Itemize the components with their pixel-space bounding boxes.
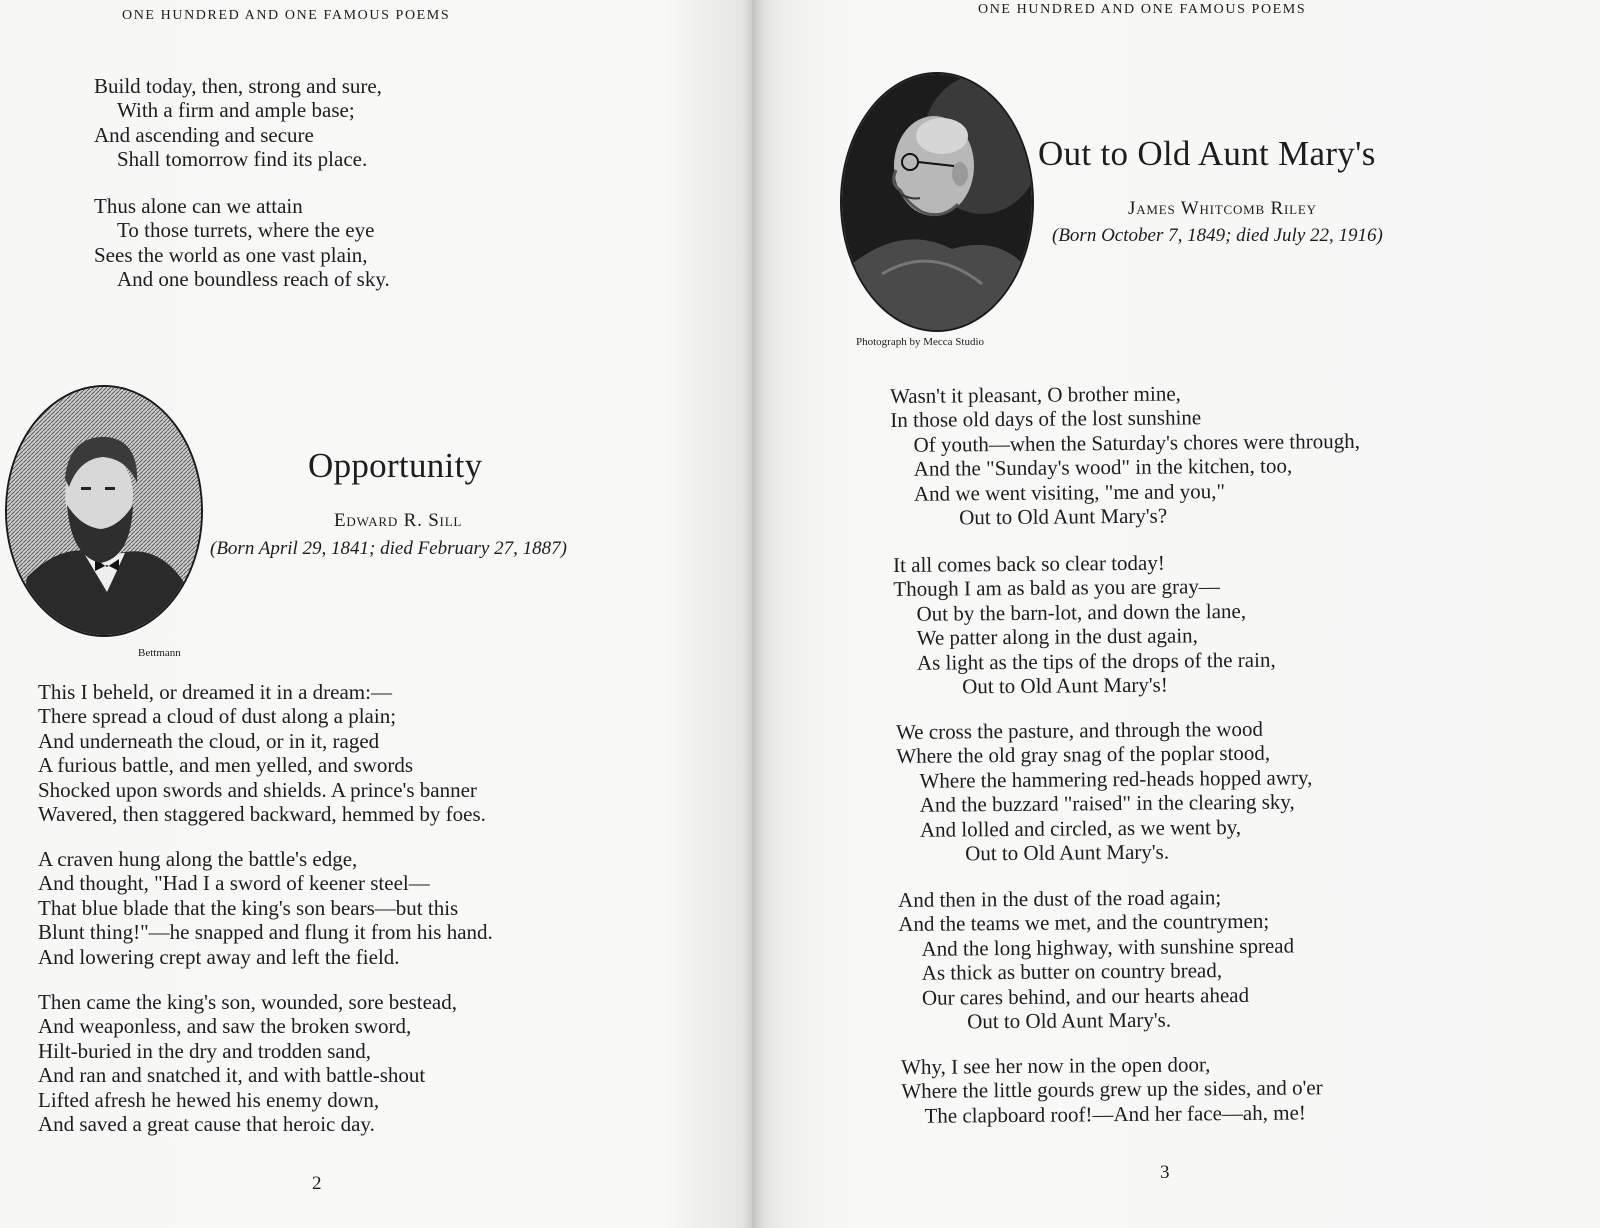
- poem-dates: (Born April 29, 1841; died February 27, 1887): [210, 538, 567, 559]
- poem-line: It all comes back so clear today!: [893, 550, 1165, 577]
- poem-line: Of youth—when the Saturday's chores were through,: [913, 428, 1361, 457]
- poem-line: And ran and snatched it, and with battle-shout: [38, 1063, 426, 1088]
- sill-portrait-icon: [5, 385, 203, 637]
- poem-line: And underneath the cloud, or in it, raged: [38, 728, 380, 753]
- poem-title: Out to Old Aunt Mary's: [1038, 134, 1376, 173]
- poem-line: To those turrets, where the eye: [117, 218, 375, 243]
- poem-line: And then in the dust of the road again;: [898, 885, 1222, 912]
- poem-line: Hilt-buried in the dry and trodden sand,: [38, 1038, 372, 1063]
- poem-line: As light as the tips of the drops of the rain,: [916, 647, 1276, 675]
- poem-line: Build today, then, strong and sure,: [94, 74, 382, 98]
- page-number-right: 3: [1160, 1162, 1170, 1183]
- poem-line: Shocked upon swords and shields. A prince's banner: [38, 777, 477, 802]
- poem-line: And the teams we met, and the countrymen;: [898, 909, 1270, 937]
- poem-stanza-4: [898, 885, 1295, 1035]
- previous-poem-stanza-2: [94, 194, 390, 292]
- poem-stanza-5: [901, 1051, 1323, 1128]
- previous-poem-stanza-1: [94, 74, 382, 172]
- poem-stanza-3: [896, 716, 1313, 866]
- poem-line: Wasn't it pleasant, O brother mine,: [890, 381, 1181, 408]
- poem-title: Opportunity: [308, 446, 483, 485]
- photo-credit: Bettmann: [138, 647, 181, 659]
- poem-author: Edward R. Sill: [334, 510, 463, 531]
- poem-line: And thought, "Had I a sword of keener steel—: [38, 871, 430, 896]
- poem-line: Then came the king's son, wounded, sore bestead,: [38, 990, 458, 1014]
- poem-line: And weaponless, and saw the broken sword,: [38, 1014, 412, 1039]
- poem-line: And lolled and circled, as we went by,: [919, 814, 1242, 842]
- poem-line: That blue blade that the king's son bears—but this: [38, 895, 459, 920]
- poem-line: Out to Old Aunt Mary's?: [959, 503, 1168, 530]
- poem-line: Sees the world as one vast plain,: [94, 242, 368, 267]
- poem-line: Where the little gourds grew up the sides, and o'er: [901, 1075, 1323, 1104]
- poem-stanza-3: [38, 990, 457, 1136]
- poem-stanza-2: [38, 847, 493, 969]
- poem-line: And one boundless reach of sky.: [117, 267, 390, 292]
- poem-line: In those old days of the lost sunshine: [890, 405, 1202, 433]
- photo-credit: Photograph by Mecca Studio: [856, 336, 985, 348]
- left-page: [0, 0, 752, 1228]
- poem-line: And the long highway, with sunshine spread: [921, 933, 1295, 961]
- poem-line: And lowering crept away and left the field.: [38, 944, 400, 969]
- poem-dates: (Born October 7, 1849; died July 22, 1916): [1052, 225, 1383, 246]
- poem-line: As thick as butter on country bread,: [921, 958, 1223, 986]
- poem-line: Wavered, then staggered backward, hemmed by foes.: [38, 802, 486, 827]
- running-head-left: ONE HUNDRED AND ONE FAMOUS POEMS: [122, 8, 451, 23]
- page-number-left: 2: [312, 1173, 322, 1194]
- poem-stanza-1: [890, 380, 1361, 531]
- poem-stanza-1: [38, 680, 486, 826]
- poem-line: And ascending and secure: [94, 122, 314, 147]
- poem-line: A furious battle, and men yelled, and swords: [38, 753, 414, 778]
- poem-line: Though I am as bald as you are gray—: [893, 574, 1220, 602]
- poem-line: And saved a great cause that heroic day.: [38, 1112, 375, 1137]
- poem-line: Blunt thing!"—he snapped and flung it from his hand.: [38, 920, 493, 945]
- right-page: [752, 0, 1600, 1228]
- poem-line: Why, I see her now in the open door,: [901, 1052, 1211, 1079]
- poem-line: Where the old gray snag of the poplar stood,: [896, 741, 1271, 769]
- poem-line: Lifted afresh he hewed his enemy down,: [38, 1087, 380, 1112]
- poem-line: Shall tomorrow find its place.: [117, 147, 368, 172]
- poem-line: And the "Sunday's wood" in the kitchen, too,: [913, 453, 1293, 482]
- poem-line: A craven hung along the battle's edge,: [38, 847, 358, 871]
- poem-line: Out by the barn-lot, and down the lane,: [916, 598, 1247, 626]
- poem-line: And the buzzard "raised" in the clearing sky,: [919, 789, 1295, 818]
- poem-line: This I beheld, or dreamed it in a dream:—: [38, 680, 392, 704]
- poem-line: The clapboard roof!—And her face—ah, me!: [924, 1100, 1306, 1128]
- poem-line: Thus alone can we attain: [94, 194, 303, 218]
- riley-portrait-icon: [840, 72, 1034, 332]
- poem-line: Out to Old Aunt Mary's.: [965, 839, 1170, 866]
- poem-line: Where the hammering red-heads hopped awry,: [919, 765, 1313, 793]
- book-gutter: [742, 0, 764, 1228]
- poem-author: James Whitcomb Riley: [1128, 198, 1317, 219]
- running-head-right: ONE HUNDRED AND ONE FAMOUS POEMS: [978, 2, 1307, 17]
- poem-line: There spread a cloud of dust along a plain;: [38, 704, 397, 729]
- poem-line: And we went visiting, "me and you,": [913, 478, 1226, 506]
- poem-line: Out to Old Aunt Mary's.: [967, 1007, 1172, 1034]
- poem-line: Out to Old Aunt Mary's!: [962, 672, 1168, 699]
- poem-line: We cross the pasture, and through the wood: [896, 716, 1264, 744]
- poem-line: Our cares behind, and our hearts ahead: [921, 982, 1250, 1010]
- poem-stanza-2: [893, 550, 1276, 700]
- poem-line: We patter along in the dust again,: [916, 623, 1198, 651]
- poem-line: With a firm and ample base;: [117, 98, 355, 123]
